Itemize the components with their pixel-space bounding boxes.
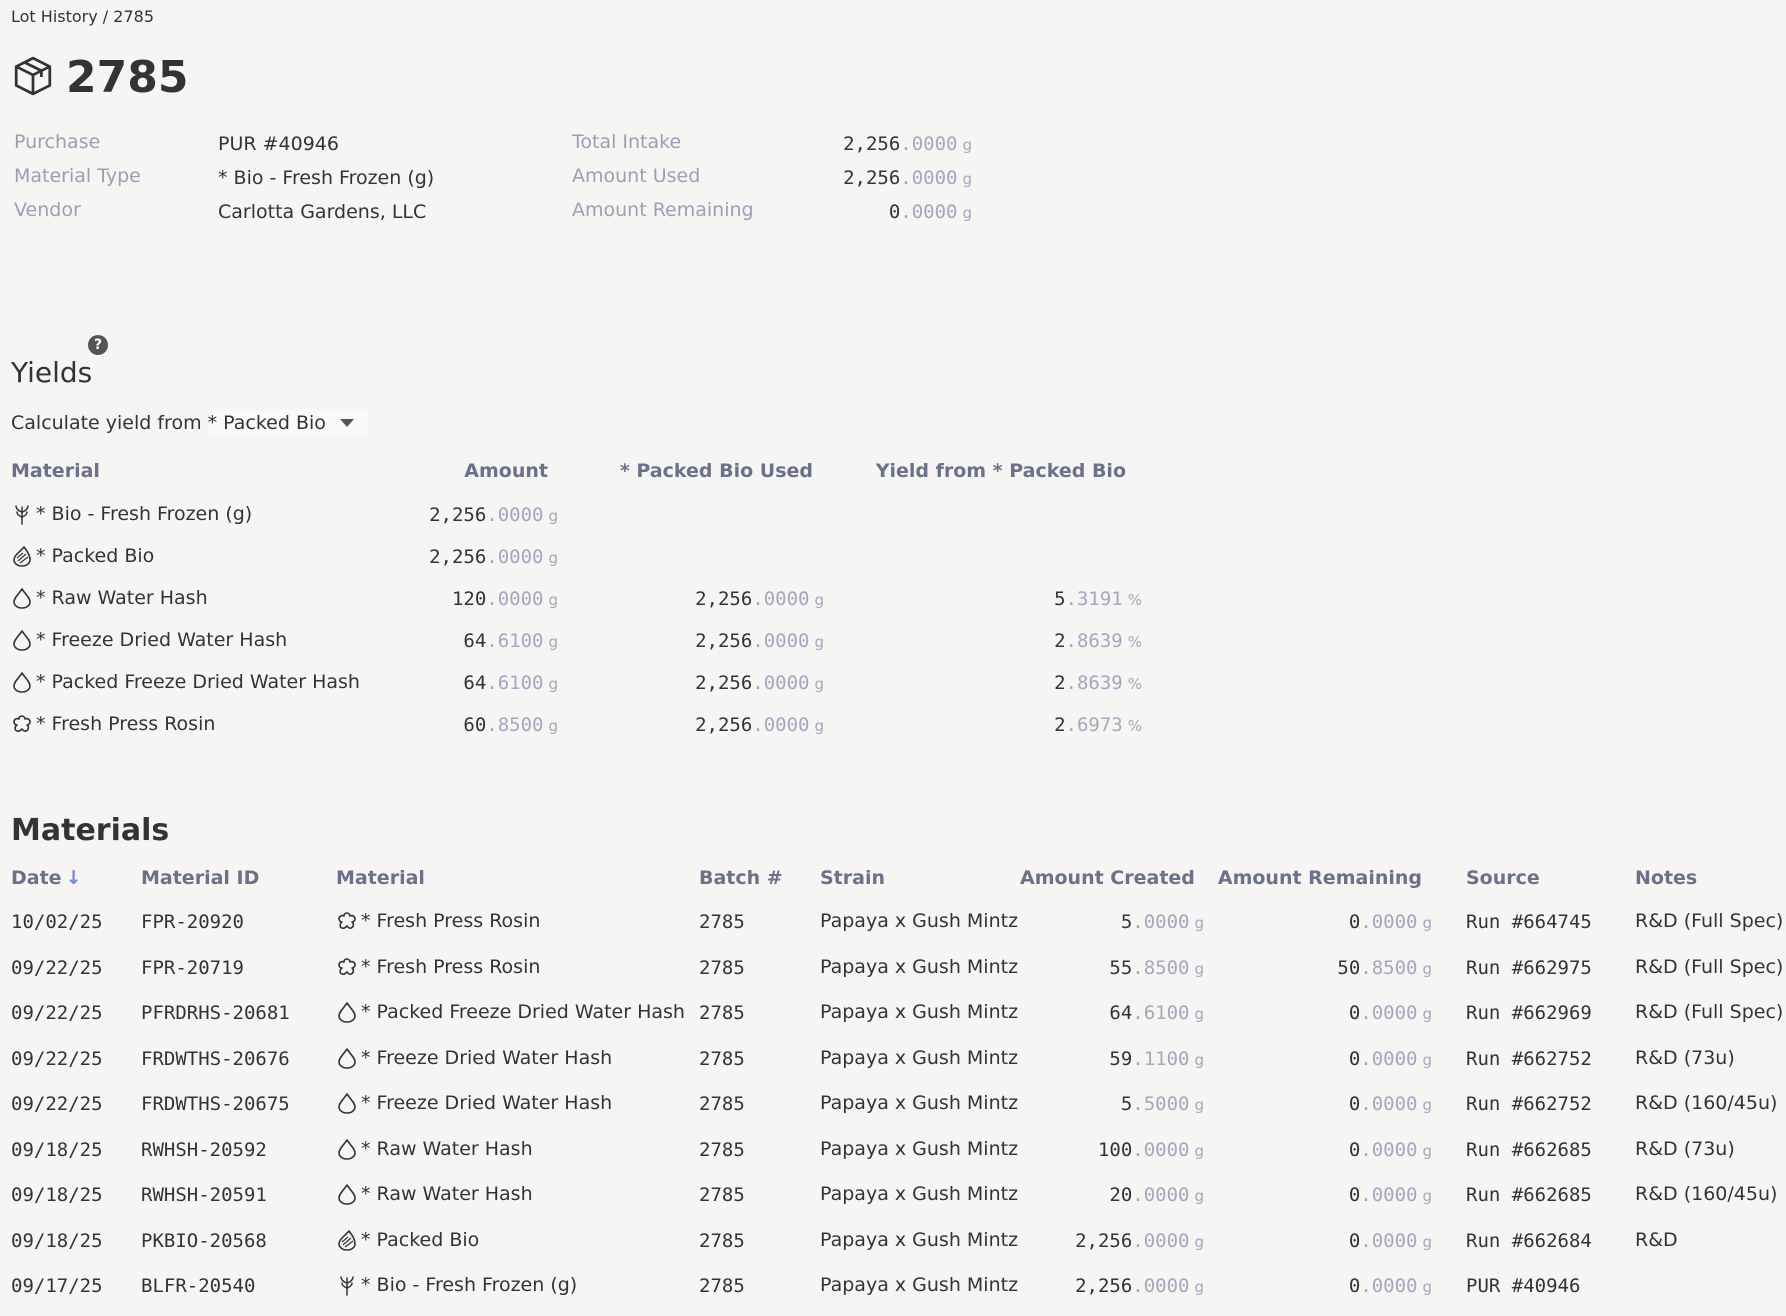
yields-row-used-int: 2,256	[695, 588, 753, 610]
yields-row-material	[11, 629, 351, 651]
materials-row-amount-remaining	[1216, 957, 1432, 979]
materials-row-notes: R&D (160/45u)	[1635, 1183, 1778, 1205]
materials-row-material-id[interactable]: PFRDRHS-20681	[141, 1002, 290, 1024]
materials-header-amount-created[interactable]	[1020, 867, 1195, 889]
materials-row-amount-remaining-dec: .0000	[1360, 1229, 1418, 1252]
materials-row-notes: R&D (73u)	[1635, 1046, 1735, 1069]
materials-row-amount-created	[1020, 1002, 1204, 1024]
materials-row-amount-created-int: 59	[1109, 1047, 1133, 1070]
materials-row-amount-created-int: 64	[1109, 1002, 1133, 1024]
packed-drop-icon	[11, 545, 36, 567]
materials-header-strain[interactable]	[820, 867, 1000, 889]
info-label-purchase: Purchase	[14, 131, 101, 153]
yields-row-amount-int: 64	[463, 672, 487, 694]
yields-row-yield	[860, 714, 1142, 736]
yields-row-yield-dec: .8639	[1065, 630, 1123, 652]
materials-row-amount-remaining-int: 0	[1348, 1093, 1361, 1115]
materials-row-amount-created-int: 2,256	[1075, 1275, 1133, 1297]
breadcrumb-lot-history-link[interactable]: Lot History	[11, 7, 98, 26]
materials-row-amount-created-int: 20	[1109, 1184, 1133, 1206]
materials-row-amount-created	[1020, 911, 1204, 933]
materials-row-amount-remaining	[1216, 1230, 1432, 1252]
materials-row-amount-remaining	[1216, 1093, 1432, 1115]
materials-row-amount-remaining-unit: g	[1422, 1096, 1432, 1114]
yields-row-amount-dec: .0000	[486, 546, 544, 568]
materials-row-strain: Papaya x Gush Mintz	[820, 1274, 1019, 1296]
materials-row-material-label: * Freeze Dried Water Hash	[361, 1092, 613, 1114]
yields-row-amount	[340, 588, 558, 610]
yields-row-used-int: 2,256	[695, 714, 753, 736]
materials-row-amount-created-int: 5	[1120, 1093, 1133, 1115]
materials-row-date: 09/22/25	[11, 956, 103, 979]
drop-icon	[11, 671, 36, 693]
materials-row-amount-created	[1020, 1184, 1204, 1206]
yields-row-amount-unit: g	[548, 633, 558, 651]
materials-row-notes: R&D (Full Spec)	[1635, 1001, 1784, 1023]
materials-row-material	[336, 956, 696, 978]
materials-row-date: 10/02/25	[11, 911, 103, 933]
yields-row-yield-unit: %	[1127, 717, 1142, 735]
materials-row-amount-remaining-int: 0	[1348, 1275, 1361, 1297]
yields-row-yield	[860, 588, 1142, 610]
materials-row-source[interactable]: Run #662752	[1466, 1093, 1592, 1115]
materials-row-notes: R&D	[1635, 1228, 1678, 1251]
yields-title: Yields	[11, 356, 93, 389]
materials-row-batch: 2785	[699, 1047, 745, 1070]
materials-row-strain: Papaya x Gush Mintz	[820, 1228, 1019, 1251]
yields-row-amount-unit: g	[548, 675, 558, 693]
materials-row-amount-remaining-unit: g	[1422, 1005, 1432, 1023]
materials-row-amount-created-unit: g	[1194, 1232, 1204, 1251]
yields-header-amount[interactable]: Amount	[464, 460, 548, 482]
info-label-amount-remaining: Amount Remaining	[572, 199, 754, 221]
materials-header-batch[interactable]	[699, 867, 799, 889]
yields-row-used	[600, 630, 824, 652]
materials-header-date[interactable]	[11, 867, 121, 889]
materials-row-amount-remaining	[1216, 1048, 1432, 1070]
materials-row-amount-created-dec: .5000	[1132, 1093, 1190, 1115]
yields-row-material	[11, 503, 351, 525]
materials-header-amount-remaining[interactable]	[1216, 867, 1422, 889]
info-value-total-intake-unit: g	[962, 136, 972, 154]
materials-row-amount-created	[1020, 1139, 1204, 1161]
yields-row-yield-int: 2	[1054, 672, 1066, 694]
yields-row-amount	[340, 714, 558, 736]
materials-row-strain: Papaya x Gush Mintz	[820, 1092, 1019, 1114]
materials-row-material-id[interactable]: BLFR-20540	[141, 1275, 256, 1297]
drop-icon	[336, 1001, 361, 1023]
yields-row-amount	[340, 504, 558, 526]
yields-row-material-label: * Bio - Fresh Frozen (g)	[36, 503, 253, 525]
yields-row-material-label: * Packed Freeze Dried Water Hash	[36, 671, 360, 693]
yields-row-amount-int: 120	[451, 588, 487, 610]
help-icon[interactable]: ?	[88, 335, 108, 355]
materials-row-batch: 2785	[699, 1229, 745, 1252]
materials-row-amount-remaining-dec: .0000	[1360, 1047, 1418, 1070]
materials-row-amount-created-int: 100	[1097, 1138, 1133, 1161]
materials-row-amount-created-unit: g	[1194, 1278, 1204, 1296]
breadcrumb	[11, 7, 154, 26]
materials-row-amount-remaining-int: 0	[1348, 1138, 1361, 1161]
yields-row-used	[600, 714, 824, 736]
materials-row-batch: 2785	[699, 1275, 745, 1297]
materials-row-material-id[interactable]: RWHSH-20591	[141, 1184, 267, 1206]
yields-row-yield-int: 5	[1054, 588, 1066, 610]
materials-row-strain: Papaya x Gush Mintz	[820, 1137, 1019, 1160]
materials-row-amount-remaining-int: 0	[1348, 1047, 1361, 1070]
yields-row-used-dec: .0000	[752, 588, 810, 610]
yields-row-material	[11, 587, 351, 609]
materials-row-material	[336, 1183, 696, 1205]
yields-row-used-unit: g	[814, 633, 824, 651]
info-value-amount-used-int: 2,256	[843, 167, 901, 189]
materials-row-amount-remaining	[1216, 911, 1432, 933]
materials-row-amount-created-dec: .6100	[1132, 1002, 1190, 1024]
materials-row-notes: R&D (Full Spec)	[1635, 955, 1784, 978]
materials-row-strain: Papaya x Gush Mintz	[820, 955, 1019, 978]
materials-row-amount-remaining-unit: g	[1422, 959, 1432, 978]
materials-row-amount-created-dec: .8500	[1132, 956, 1190, 979]
info-value-amount-used	[740, 167, 972, 189]
info-label-material-type: Material Type	[14, 165, 141, 187]
materials-row-strain: Papaya x Gush Mintz	[820, 1046, 1019, 1069]
info-value-amount-remaining-dec: .0000	[900, 201, 958, 223]
rosin-icon	[336, 910, 361, 932]
yields-row-used-int: 2,256	[695, 630, 753, 652]
materials-header-material[interactable]	[336, 867, 636, 889]
materials-row-material-label: * Packed Bio	[361, 1228, 480, 1251]
yields-row-material	[11, 545, 351, 567]
yields-row-amount-dec: .6100	[486, 630, 544, 652]
materials-row-amount-remaining-unit: g	[1422, 1050, 1432, 1069]
drop-icon	[11, 629, 36, 651]
materials-row-notes: R&D (73u)	[1635, 1137, 1735, 1160]
yields-row-amount-int: 2,256	[429, 546, 487, 568]
materials-row-amount-created-dec: .0000	[1132, 911, 1190, 933]
materials-row-amount-remaining-unit: g	[1422, 1141, 1432, 1160]
materials-row-strain: Papaya x Gush Mintz	[820, 1001, 1019, 1023]
yields-row-amount-int: 2,256	[429, 504, 487, 526]
materials-row-amount-created-dec: .0000	[1132, 1138, 1190, 1161]
yields-row-material-label: * Raw Water Hash	[36, 587, 208, 609]
yields-row-yield-dec: .8639	[1065, 672, 1123, 694]
materials-row-amount-remaining-dec: .0000	[1360, 1184, 1418, 1206]
materials-header-batch-label: Batch #	[699, 867, 783, 889]
materials-header-material-id[interactable]	[141, 867, 291, 889]
sort-descending-icon: ↓	[65, 867, 82, 889]
materials-row-material-label: * Raw Water Hash	[361, 1137, 533, 1160]
materials-row-amount-remaining-dec: .0000	[1360, 1275, 1418, 1297]
info-value-vendor: Carlotta Gardens, LLC	[218, 201, 427, 223]
calc-yield-row	[11, 410, 368, 436]
drop-icon	[336, 1092, 361, 1114]
yields-row-amount-dec: .0000	[486, 588, 544, 610]
yields-row-material-label: * Packed Bio	[36, 545, 155, 567]
materials-row-amount-remaining-dec: .0000	[1360, 1002, 1418, 1024]
yields-row-amount-unit: g	[548, 717, 558, 735]
page-title: 2785	[66, 52, 189, 103]
calc-yield-select[interactable]	[208, 410, 368, 436]
materials-row-material-label: * Packed Freeze Dried Water Hash	[361, 1001, 685, 1023]
yields-header-material[interactable]: Material	[11, 460, 100, 482]
materials-row-date: 09/18/25	[11, 1138, 103, 1161]
materials-row-amount-remaining	[1216, 1139, 1432, 1161]
materials-row-source[interactable]: Run #662685	[1466, 1184, 1592, 1206]
materials-row-source[interactable]: Run #662752	[1466, 1047, 1592, 1070]
info-value-total-intake-int: 2,256	[843, 133, 901, 155]
materials-row-date: 09/22/25	[11, 1047, 103, 1070]
materials-row-date: 09/22/25	[11, 1093, 103, 1115]
materials-row-notes: R&D (160/45u)	[1635, 1092, 1778, 1114]
package-icon	[12, 55, 54, 101]
materials-header-notes-label: Notes	[1635, 867, 1698, 889]
yields-row-material	[11, 713, 351, 735]
yields-row-yield-unit: %	[1127, 675, 1142, 693]
info-value-purchase[interactable]: PUR #40946	[218, 133, 339, 155]
materials-row-amount-created	[1020, 1230, 1204, 1252]
materials-row-material	[336, 1138, 696, 1160]
materials-row-amount-created-dec: .1100	[1132, 1047, 1190, 1070]
breadcrumb-separator: /	[102, 7, 109, 26]
drop-icon	[336, 1047, 361, 1069]
plant-icon	[11, 503, 36, 525]
yields-row-yield-unit: %	[1127, 591, 1142, 609]
breadcrumb-current: 2785	[113, 7, 154, 26]
yields-row-amount-dec: .0000	[486, 504, 544, 526]
materials-row-amount-created-unit: g	[1194, 914, 1204, 932]
materials-row-amount-created-unit: g	[1194, 1187, 1204, 1205]
plant-icon	[336, 1274, 361, 1296]
materials-row-amount-created	[1020, 1048, 1204, 1070]
materials-row-material	[336, 1274, 696, 1296]
yields-row-amount-dec: .6100	[486, 672, 544, 694]
materials-row-amount-remaining-dec: .0000	[1360, 1093, 1418, 1115]
materials-row-source[interactable]: Run #664745	[1466, 911, 1592, 933]
yields-row-material-label: * Fresh Press Rosin	[36, 713, 216, 735]
materials-header-amount-remaining-label: Amount Remaining	[1217, 867, 1422, 889]
materials-row-material-label: * Raw Water Hash	[361, 1183, 533, 1205]
materials-row-amount-remaining-dec: .0000	[1360, 1138, 1418, 1161]
materials-row-source[interactable]: Run #662975	[1466, 956, 1592, 979]
materials-row-material	[336, 1229, 696, 1251]
lot-header	[12, 52, 188, 103]
materials-row-source[interactable]: Run #662685	[1466, 1138, 1592, 1161]
materials-row-batch: 2785	[699, 956, 745, 979]
drop-icon	[336, 1138, 361, 1160]
rosin-icon	[336, 956, 361, 978]
yields-row-amount-dec: .8500	[486, 714, 544, 736]
chevron-down-icon	[340, 419, 354, 427]
materials-row-notes: R&D (Full Spec)	[1635, 910, 1784, 932]
materials-row-amount-remaining-int: 0	[1348, 911, 1361, 933]
materials-row-material	[336, 1001, 696, 1023]
materials-title: Materials	[11, 813, 170, 848]
yields-row-amount-int: 64	[463, 630, 487, 652]
materials-row-material-label: * Bio - Fresh Frozen (g)	[361, 1274, 578, 1296]
materials-row-amount-remaining-dec: .8500	[1360, 956, 1418, 979]
info-label-vendor: Vendor	[14, 199, 81, 221]
materials-row-batch: 2785	[699, 1093, 745, 1115]
materials-row-material-id[interactable]: FRDWTHS-20676	[141, 1047, 290, 1070]
yields-header-used[interactable]: * Packed Bio Used	[619, 460, 813, 482]
materials-row-amount-created-int: 55	[1109, 956, 1133, 979]
packed-drop-icon	[336, 1229, 361, 1251]
materials-row-source[interactable]: Run #662684	[1466, 1229, 1592, 1252]
yields-row-used	[600, 672, 824, 694]
materials-row-material-id[interactable]: FRDWTHS-20675	[141, 1093, 290, 1115]
yields-row-amount-unit: g	[548, 591, 558, 609]
drop-icon	[336, 1183, 361, 1205]
materials-row-material-label: * Fresh Press Rosin	[361, 955, 541, 978]
materials-row-material-id[interactable]: FPR-20920	[141, 911, 244, 933]
materials-header-strain-label: Strain	[820, 867, 885, 889]
materials-header-material-label: Material	[336, 867, 425, 889]
materials-row-amount-remaining-int: 0	[1348, 1002, 1361, 1024]
materials-row-strain: Papaya x Gush Mintz	[820, 1183, 1019, 1205]
materials-row-amount-remaining	[1216, 1002, 1432, 1024]
materials-row-date: 09/18/25	[11, 1184, 103, 1206]
materials-row-amount-remaining-int: 0	[1348, 1184, 1361, 1206]
yields-row-yield	[860, 630, 1142, 652]
yields-row-amount	[340, 546, 558, 568]
yields-header-yield[interactable]: Yield from * Packed Bio	[875, 460, 1126, 482]
yields-row-used-unit: g	[814, 717, 824, 735]
info-value-amount-remaining-int: 0	[888, 201, 901, 223]
materials-header-source-label: Source	[1466, 867, 1540, 889]
materials-row-amount-remaining-dec: .0000	[1360, 911, 1418, 933]
materials-header-notes[interactable]	[1635, 867, 1780, 889]
info-label-amount-used: Amount Used	[572, 165, 701, 187]
materials-row-batch: 2785	[699, 911, 745, 933]
yields-row-yield	[860, 672, 1142, 694]
materials-row-material	[336, 1092, 696, 1114]
materials-row-amount-created-dec: .0000	[1132, 1184, 1190, 1206]
materials-row-amount-created	[1020, 1093, 1204, 1115]
materials-row-material-id[interactable]: PKBIO-20568	[141, 1229, 267, 1252]
yields-row-material-label: * Freeze Dried Water Hash	[36, 629, 288, 651]
calc-yield-value: * Packed Bio	[207, 412, 326, 434]
materials-row-amount-remaining	[1216, 1184, 1432, 1206]
materials-header-amount-created-label: Amount Created	[1020, 867, 1195, 889]
materials-row-material-label: * Freeze Dried Water Hash	[361, 1046, 613, 1069]
rosin-icon	[11, 713, 36, 735]
materials-row-amount-created-dec: .0000	[1132, 1229, 1190, 1252]
info-value-material-type: * Bio - Fresh Frozen (g)	[218, 167, 435, 189]
materials-row-amount-created-unit: g	[1194, 1141, 1204, 1160]
materials-row-date: 09/22/25	[11, 1002, 103, 1024]
materials-header-date-label: Date	[11, 867, 62, 889]
yields-row-yield-dec: .3191	[1065, 588, 1123, 610]
materials-row-amount-created	[1020, 1275, 1204, 1297]
yields-row-yield-dec: .6973	[1065, 714, 1123, 736]
drop-icon	[11, 587, 36, 609]
materials-row-amount-created-dec: .0000	[1132, 1275, 1190, 1297]
info-value-total-intake	[740, 133, 972, 155]
materials-row-material-id[interactable]: RWHSH-20592	[141, 1138, 267, 1161]
materials-row-amount-created-int: 2,256	[1075, 1229, 1133, 1252]
materials-row-amount-remaining-unit: g	[1422, 914, 1432, 932]
info-label-total-intake: Total Intake	[572, 131, 682, 153]
yields-row-amount	[340, 672, 558, 694]
materials-header-material-id-label: Material ID	[141, 867, 260, 889]
info-value-total-intake-dec: .0000	[900, 133, 958, 155]
yields-row-amount-unit: g	[548, 507, 558, 525]
yields-row-used-dec: .0000	[752, 672, 810, 694]
yields-row-amount	[340, 630, 558, 652]
info-value-amount-used-dec: .0000	[900, 167, 958, 189]
materials-row-amount-remaining	[1216, 1275, 1432, 1297]
materials-row-material	[336, 910, 696, 932]
materials-row-amount-remaining-unit: g	[1422, 1187, 1432, 1205]
yields-row-used-unit: g	[814, 591, 824, 609]
yields-row-used	[600, 588, 824, 610]
calc-yield-label: Calculate yield from	[11, 412, 202, 434]
yields-row-used-int: 2,256	[695, 672, 753, 694]
materials-row-material	[336, 1047, 696, 1069]
materials-row-amount-created-unit: g	[1194, 1050, 1204, 1069]
materials-row-date: 09/17/25	[11, 1275, 103, 1297]
materials-row-strain: Papaya x Gush Mintz	[820, 910, 1019, 932]
yields-row-yield-unit: %	[1127, 633, 1142, 651]
materials-row-amount-remaining-unit: g	[1422, 1232, 1432, 1251]
yields-row-yield-int: 2	[1054, 714, 1066, 736]
materials-row-source[interactable]: Run #662969	[1466, 1002, 1592, 1024]
materials-header-source[interactable]	[1466, 867, 1606, 889]
materials-row-source[interactable]: PUR #40946	[1466, 1275, 1581, 1297]
info-value-amount-used-unit: g	[962, 170, 972, 188]
materials-row-amount-created-int: 5	[1120, 911, 1133, 933]
materials-row-batch: 2785	[699, 1184, 745, 1206]
materials-row-date: 09/18/25	[11, 1229, 103, 1252]
info-value-amount-remaining	[740, 201, 972, 223]
materials-row-amount-created-unit: g	[1194, 959, 1204, 978]
materials-row-batch: 2785	[699, 1002, 745, 1024]
materials-row-amount-created-unit: g	[1194, 1096, 1204, 1114]
yields-row-used-unit: g	[814, 675, 824, 693]
materials-row-amount-created-unit: g	[1194, 1005, 1204, 1023]
yields-row-used-dec: .0000	[752, 714, 810, 736]
materials-row-amount-created	[1020, 957, 1204, 979]
materials-row-batch: 2785	[699, 1138, 745, 1161]
materials-row-amount-remaining-unit: g	[1422, 1278, 1432, 1296]
yields-row-amount-int: 60	[463, 714, 487, 736]
yields-row-material	[11, 671, 360, 693]
materials-row-material-label: * Fresh Press Rosin	[361, 910, 541, 932]
materials-row-material-id[interactable]: FPR-20719	[141, 956, 244, 979]
info-value-amount-remaining-unit: g	[962, 204, 972, 222]
materials-row-amount-remaining-int: 50	[1337, 956, 1361, 979]
yields-row-amount-unit: g	[548, 549, 558, 567]
yields-row-used-dec: .0000	[752, 630, 810, 652]
yields-row-yield-int: 2	[1054, 630, 1066, 652]
materials-row-amount-remaining-int: 0	[1348, 1229, 1361, 1252]
